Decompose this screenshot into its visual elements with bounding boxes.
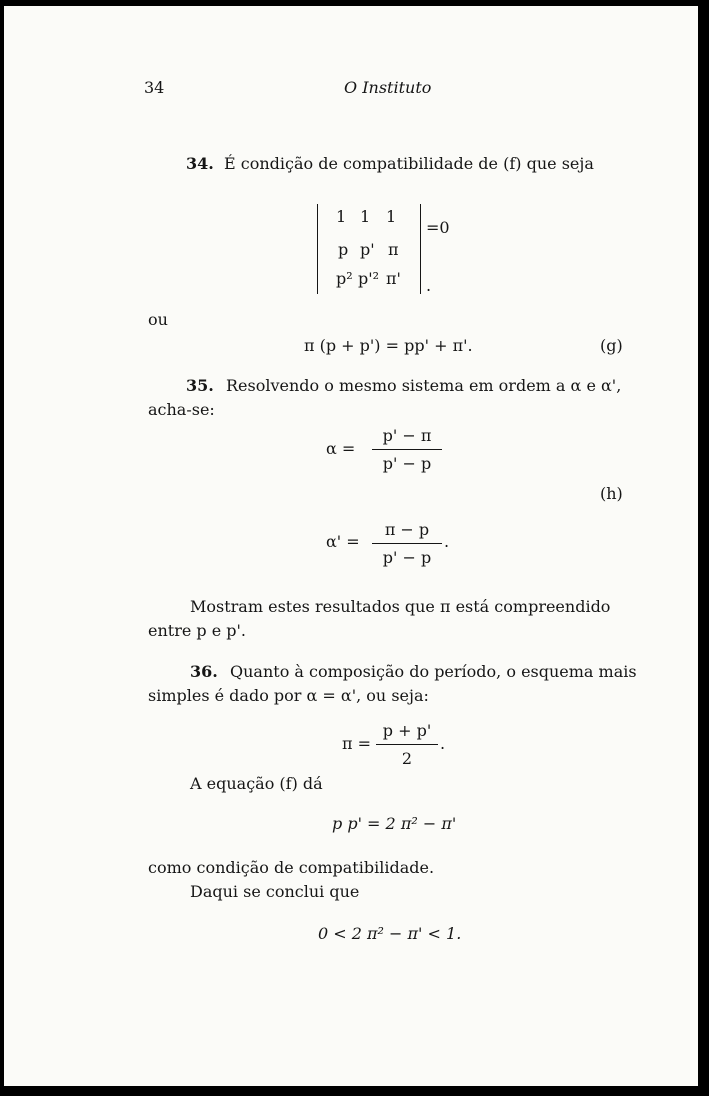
pi-numerator: p + p'	[382, 721, 432, 740]
alpha-prime-period: .	[444, 532, 450, 551]
label-g: (g)	[600, 336, 623, 355]
det-r1c1: 1	[336, 207, 347, 226]
pi-denominator: 2	[401, 749, 413, 768]
determinant-right-bar	[420, 204, 421, 294]
pi-fraction-bar	[376, 744, 438, 745]
equation-pp: p p' = 2 π² − π'	[332, 814, 457, 833]
word-ou: ou	[148, 310, 168, 329]
label-h: (h)	[600, 484, 623, 503]
equation-g: π (p + p') = pp' + π'.	[304, 336, 473, 355]
book-page	[4, 6, 698, 1086]
section-36-line5: Daqui se conclui que	[190, 882, 360, 901]
det-r1c3: 1	[386, 207, 397, 226]
det-r1c2: 1	[360, 207, 371, 226]
det-r3c3: π'	[386, 269, 401, 288]
det-r2c3: π	[388, 240, 399, 259]
section-36-line2: simples é dado por α = α', ou seja:	[148, 686, 429, 705]
running-title: O Instituto	[344, 78, 432, 97]
section-35-conclusion-line1: Mostram estes resultados que π está compreendido	[190, 597, 611, 616]
det-equals-zero: =0	[426, 218, 450, 237]
section-35-number: 35.	[186, 376, 214, 395]
inequality: 0 < 2 π² − π' < 1.	[318, 924, 462, 943]
section-36-number: 36.	[190, 662, 218, 681]
alpha-numerator: p' − π	[382, 426, 432, 445]
determinant-left-bar	[317, 204, 318, 294]
section-36-line1: Quanto à composição do período, o esquema mais	[230, 662, 637, 681]
det-r3c2: p'²	[358, 269, 380, 288]
alpha-prime-numerator: π − p	[384, 520, 430, 539]
section-36-line3: A equação (f) dá	[190, 774, 323, 793]
alpha-lhs: α =	[326, 439, 356, 458]
det-r2c1: p	[338, 240, 349, 259]
alpha-prime-fraction-bar	[372, 543, 442, 544]
alpha-fraction-bar	[372, 449, 442, 450]
det-r3c1: p²	[336, 269, 353, 288]
page-number: 34	[144, 78, 165, 97]
det-period: .	[426, 276, 432, 295]
pi-period: .	[440, 734, 446, 753]
alpha-prime-lhs: α' =	[326, 532, 360, 551]
section-35-line1: Resolvendo o mesmo sistema em ordem a α e α',	[226, 376, 622, 395]
section-34-number: 34.	[186, 154, 214, 173]
alpha-prime-denominator: p' − p	[382, 548, 432, 567]
alpha-denominator: p' − p	[382, 454, 432, 473]
det-r2c2: p'	[360, 240, 375, 259]
section-36-line4: como condição de compatibilidade.	[148, 858, 435, 877]
section-34-text: É condição de compatibilidade de (f) que seja	[224, 154, 594, 173]
section-35-conclusion-line2: entre p e p'.	[148, 621, 247, 640]
section-35-line2: acha-se:	[148, 400, 215, 419]
pi-lhs: π =	[342, 734, 372, 753]
